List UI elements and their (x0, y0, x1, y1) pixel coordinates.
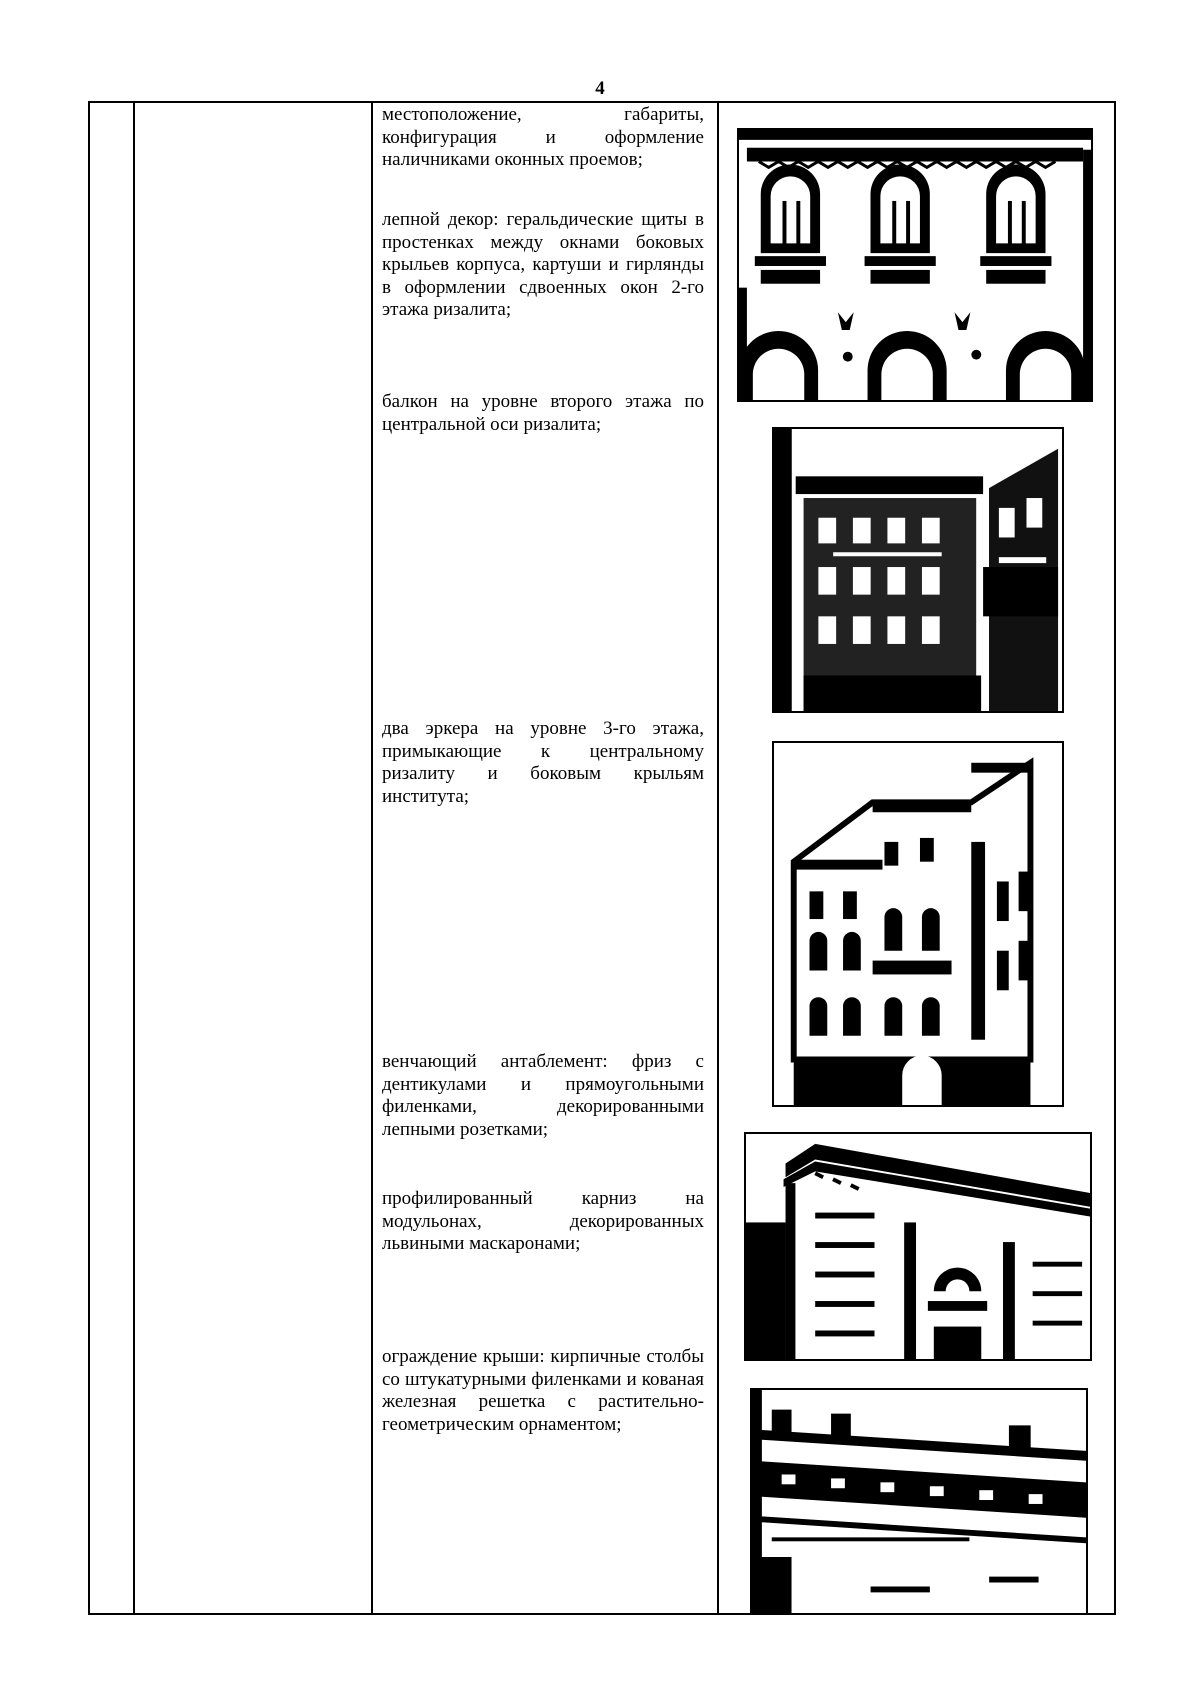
item-bay-windows: два эркера на уровне 3-го этажа, примыкающие к центральному ризалиту и боковым крыльям института; (382, 718, 704, 807)
facade-windows-photo (737, 128, 1093, 402)
roof-railing-photo (750, 1388, 1088, 1615)
item-window-frames: местоположение, габариты, конфигурация и оформление наличниками оконных проемов; (382, 104, 704, 171)
item-stucco-decor: лепной декор: геральдические щиты в простенках между окнами боковых крыльев корпуса, картуши и гирлянды в оформлении сдвоенных окон 2-го этажа ризалита; (382, 209, 704, 321)
item-balcony: балкон на уровне второго этажа по центральной оси ризалита; (382, 391, 704, 435)
column-divider-2 (371, 101, 373, 1615)
bay-windows-photo (772, 741, 1064, 1107)
item-entablature: венчающий антаблемент: фриз с дентикулами и прямоугольными филенками, декорированными лепными розетками; (382, 1051, 704, 1140)
entablature-photo (744, 1132, 1092, 1361)
courtyard-facade-photo (772, 427, 1064, 713)
column-divider-1 (133, 101, 135, 1615)
item-roof-railing: ограждение крыши: кирпичные столбы со штукатурными филенками и кованая железная решетка с растительно-геометрическим орнаментом; (382, 1346, 704, 1435)
item-cornice: профилированный карниз на модульонах, декорированных львиными маскаронами; (382, 1188, 704, 1255)
page-number: 4 (595, 78, 605, 99)
column-divider-3 (717, 101, 719, 1615)
